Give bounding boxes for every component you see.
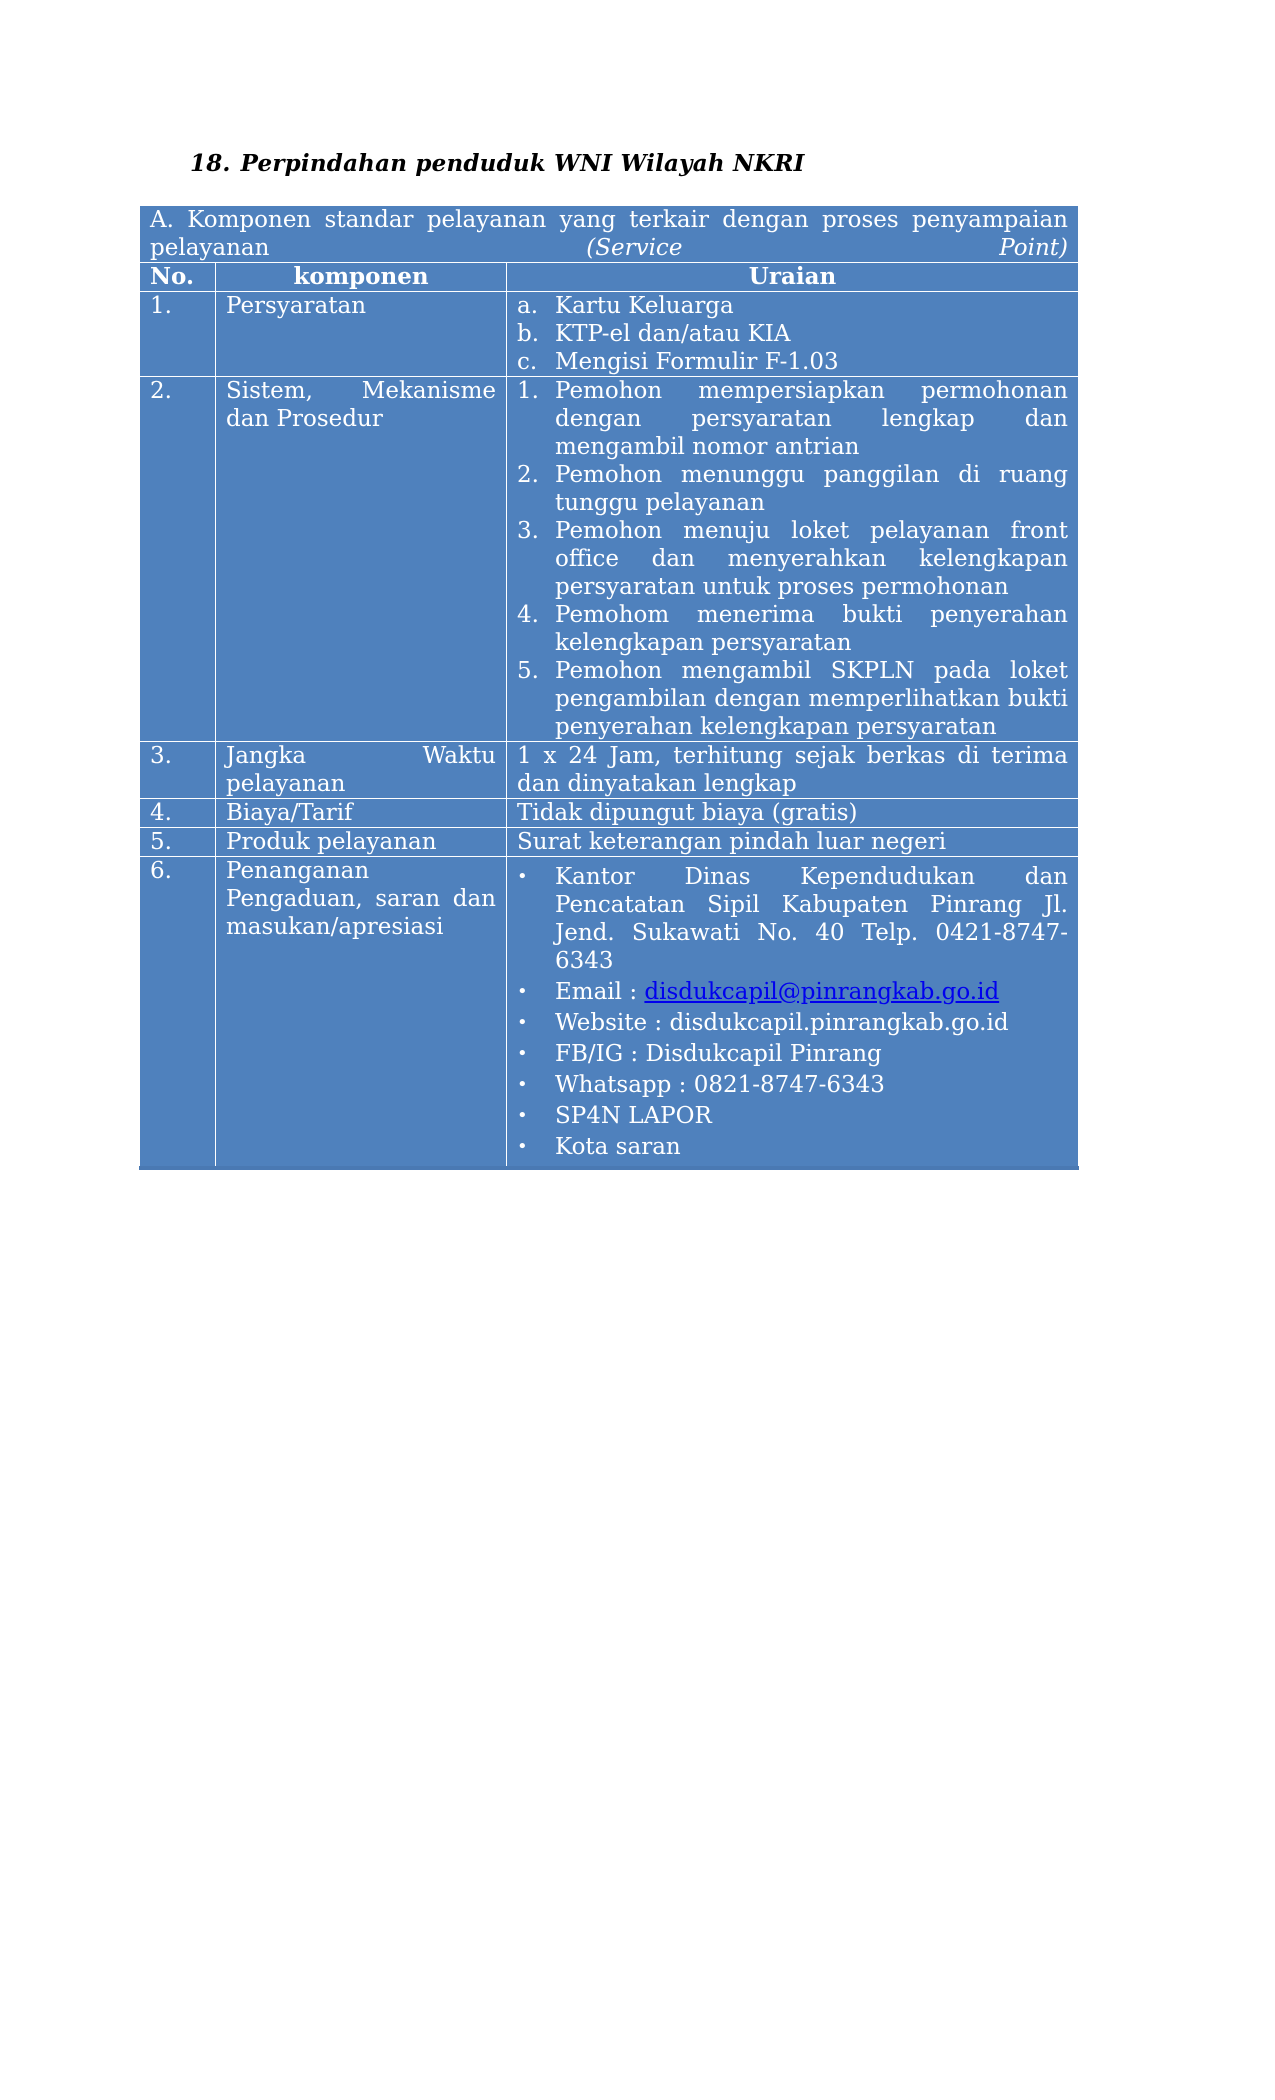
section-heading bbox=[190, 150, 805, 177]
list-marker: 1. bbox=[517, 378, 539, 404]
list-text: Pemohom menerima bukti penyerahan kelengkapan persyaratan bbox=[555, 602, 1068, 656]
bullet-icon: • bbox=[517, 981, 528, 1002]
list-marker: 5. bbox=[517, 658, 539, 684]
list-item bbox=[517, 1009, 1068, 1037]
row-number: 3. bbox=[140, 742, 216, 799]
table-row bbox=[140, 799, 1079, 828]
list-item bbox=[517, 1133, 1068, 1161]
list-marker: 2. bbox=[517, 462, 539, 488]
list-item bbox=[517, 348, 1068, 376]
bullet-icon: • bbox=[517, 1012, 528, 1033]
list-item bbox=[517, 863, 1068, 975]
list-item bbox=[517, 1071, 1068, 1099]
list-text: Pemohon menunggu panggilan di ruang tunggu pelayanan bbox=[555, 462, 1068, 516]
table-row bbox=[140, 857, 1079, 1169]
header-uraian: Uraian bbox=[507, 263, 1079, 292]
row-number: 4. bbox=[140, 799, 216, 828]
list-marker: 4. bbox=[517, 602, 539, 628]
bullet-icon: • bbox=[517, 1074, 528, 1095]
bullet-icon: • bbox=[517, 1136, 528, 1157]
list-text: Kartu Keluarga bbox=[555, 293, 734, 319]
list-marker: c. bbox=[517, 349, 538, 375]
list-item bbox=[517, 978, 1068, 1006]
email-label: Email : bbox=[555, 979, 645, 1005]
list-item bbox=[517, 657, 1068, 741]
row-number: 1. bbox=[140, 292, 216, 377]
row-uraian bbox=[507, 377, 1079, 742]
row-uraian bbox=[507, 292, 1079, 377]
list-text: Pemohon menuju loket pelayanan front office dan menyerahkan kelengkapan persyaratan untuk proses permohonan bbox=[555, 518, 1068, 600]
row-number: 2. bbox=[140, 377, 216, 742]
row-number: 5. bbox=[140, 828, 216, 857]
table-row bbox=[140, 377, 1079, 742]
list-marker: b. bbox=[517, 321, 540, 347]
list-text: Mengisi Formulir F-1.03 bbox=[555, 349, 839, 375]
row-komponen: Biaya/Tarif bbox=[216, 799, 507, 828]
table-header-row bbox=[140, 263, 1079, 292]
row-komponen-text: Penanganan Pengaduan, saran dan masukan/apresiasi bbox=[226, 858, 496, 940]
list-text: KTP-el dan/atau KIA bbox=[555, 321, 791, 347]
list-item bbox=[517, 1102, 1068, 1130]
table-intro-cell bbox=[140, 206, 1079, 263]
list-marker: a. bbox=[517, 293, 539, 319]
sp4n-line: SP4N LAPOR bbox=[555, 1103, 712, 1129]
list-item bbox=[517, 601, 1068, 657]
list-item bbox=[517, 1040, 1068, 1068]
row-komponen bbox=[216, 857, 507, 1169]
bullet-icon: • bbox=[517, 1105, 528, 1126]
website-line: Website : disdukcapil.pinrangkab.go.id bbox=[555, 1010, 1009, 1036]
table-intro-row bbox=[140, 206, 1079, 263]
intro-text: A. Komponen standar pelayanan yang terkair dengan proses penyampaian pelayanan bbox=[150, 207, 1068, 261]
list-item bbox=[517, 292, 1068, 320]
kantor-address: Kantor Dinas Kependudukan dan Pencatatan Sipil Kabupaten Pinrang Jl. Jend. Sukawati No. 40 Telp. 0421-8747-6343 bbox=[555, 864, 1068, 974]
list-item bbox=[517, 377, 1068, 461]
row-uraian: Tidak dipungut biaya (gratis) bbox=[507, 799, 1079, 828]
section-title: Perpindahan penduduk WNI Wilayah NKRI bbox=[240, 150, 805, 177]
intro-service-point: (Service Point) bbox=[586, 235, 1068, 261]
bullet-icon: • bbox=[517, 866, 528, 887]
section-number: 18. bbox=[190, 150, 231, 177]
table-row bbox=[140, 828, 1079, 857]
row-komponen-text: Jangka Waktu pelayanan bbox=[226, 743, 496, 797]
row-komponen bbox=[216, 742, 507, 799]
whatsapp-line: Whatsapp : 0821-8747-6343 bbox=[555, 1072, 885, 1098]
row-uraian bbox=[507, 857, 1079, 1169]
row-komponen: Produk pelayanan bbox=[216, 828, 507, 857]
list-item bbox=[517, 517, 1068, 601]
list-item bbox=[517, 320, 1068, 348]
table-row bbox=[140, 742, 1079, 799]
row-komponen bbox=[216, 377, 507, 742]
service-standard-table bbox=[139, 205, 1079, 1170]
list-marker: 3. bbox=[517, 518, 539, 544]
row-uraian: Surat keterangan pindah luar negeri bbox=[507, 828, 1079, 857]
list-text: Pemohon mengambil SKPLN pada loket pengambilan dengan memperlihatkan bukti penyerahan kelengkapan persyaratan bbox=[555, 658, 1068, 740]
table-row bbox=[140, 292, 1079, 377]
fbig-line: FB/IG : Disdukcapil Pinrang bbox=[555, 1041, 882, 1067]
header-no: No. bbox=[140, 263, 216, 292]
row-komponen-text: Sistem, Mekanisme dan Prosedur bbox=[226, 378, 496, 432]
row-komponen: Persyaratan bbox=[216, 292, 507, 377]
kota-saran-line: Kota saran bbox=[555, 1134, 681, 1160]
email-line bbox=[555, 978, 1068, 1006]
row-number: 6. bbox=[140, 857, 216, 1169]
row-uraian: 1 x 24 Jam, terhitung sejak berkas di terima dan dinyatakan lengkap bbox=[507, 742, 1079, 799]
list-text: Pemohon mempersiapkan permohonan dengan persyaratan lengkap dan mengambil nomor antrian bbox=[555, 378, 1068, 460]
bullet-icon: • bbox=[517, 1043, 528, 1064]
list-item bbox=[517, 461, 1068, 517]
email-link[interactable]: disdukcapil@pinrangkab.go.id bbox=[644, 979, 1000, 1005]
header-komponen: komponen bbox=[216, 263, 507, 292]
